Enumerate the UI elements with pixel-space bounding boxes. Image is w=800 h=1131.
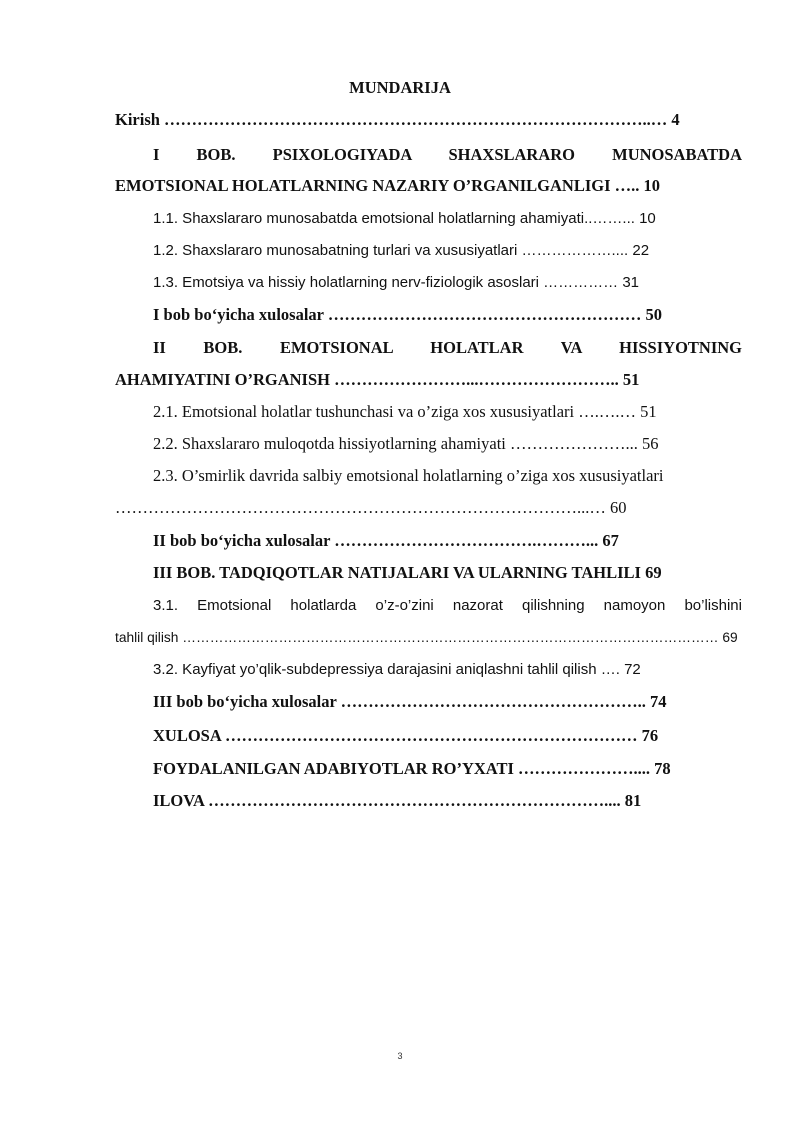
toc-section-2-2: 2.2. Shaxslararo muloqotda hissiyotlarning ahamiyati …………………... 56 [153,434,659,453]
toc-chapter-2-title-line2: AHAMIYATINI O’RGANISH ……………………...…………………….. 51 [115,370,640,389]
toc-section-2-3-line1: 2.3. O’smirlik davrida salbiy emotsional holatlarning o’ziga xos xususiyatlari [153,466,664,485]
page-title: MUNDARIJA [349,78,451,97]
toc-section-2-1: 2.1. Emotsional holatlar tushunchasi va o’ziga xos xususiyatlari ….….… 51 [153,402,657,421]
toc-entry-xulosa: XULOSA ………………………………………………………………… 76 [153,726,659,745]
toc-section-3-1-line2: tahlil qilish ……………………………………………………………………………………………………… 69 [115,630,738,645]
toc-section-2-3-line2: …………………………………………………………………………...… 60 [115,498,627,517]
toc-chapter-2-title-line1: II BOB. EMOTSIONAL HOLATLAR VA HISSIYOTNING [153,338,742,357]
toc-section-1-3: 1.3. Emotsiya va hissiy holatlarning nerv-fiziologik asoslari …………… 31 [153,274,640,291]
toc-section-3-2: 3.2. Kayfiyat yo’qlik-subdepressiya darajasini aniqlashni tahlil qilish …. 72 [153,661,641,678]
toc-chapter-3-title: III BOB. TADQIQOTLAR NATIJALARI VA ULARNING TAHLILI 69 [153,563,662,582]
toc-section-1-2: 1.2. Shaxslararo munosabatning turlari va xususiyatlari ……………….... 22 [153,242,650,259]
toc-chapter-2-summary: II bob bo‘yicha xulosalar ……………………………….………... 67 [153,531,619,550]
toc-entry-ilova: ILOVA ……………………………………………………………….... 81 [153,791,642,810]
toc-chapter-1-title-line1: I BOB. PSIXOLOGIYADA SHAXSLARARO MUNOSABATDA [153,145,742,164]
toc-chapter-1-title-line2: EMOTSIONAL HOLATLARNING NAZARIY O’RGANILGANLIGI ….. 10 [115,176,661,195]
toc-entry-kirish: Kirish ……………………………………………………………………………..… 4 [115,110,680,129]
page-number: 3 [397,1051,403,1061]
toc-chapter-1-summary: I bob bo‘yicha xulosalar ………………………………………………… 50 [153,305,662,324]
toc-section-1-1: 1.1. Shaxslararo munosabatda emotsional holatlarning ahamiyati..……... 10 [153,210,656,227]
toc-section-3-1-line1: 3.1. Emotsional holatlarda o’z-o’zini nazorat qilishning namoyon bo’lishini [153,597,742,614]
toc-chapter-3-summary: III bob bo‘yicha xulosalar ……………………………………………….. 74 [153,692,667,711]
toc-entry-adabiyotlar: FOYDALANILGAN ADABIYOTLAR RO’YXATI ………………….... 78 [153,759,671,778]
